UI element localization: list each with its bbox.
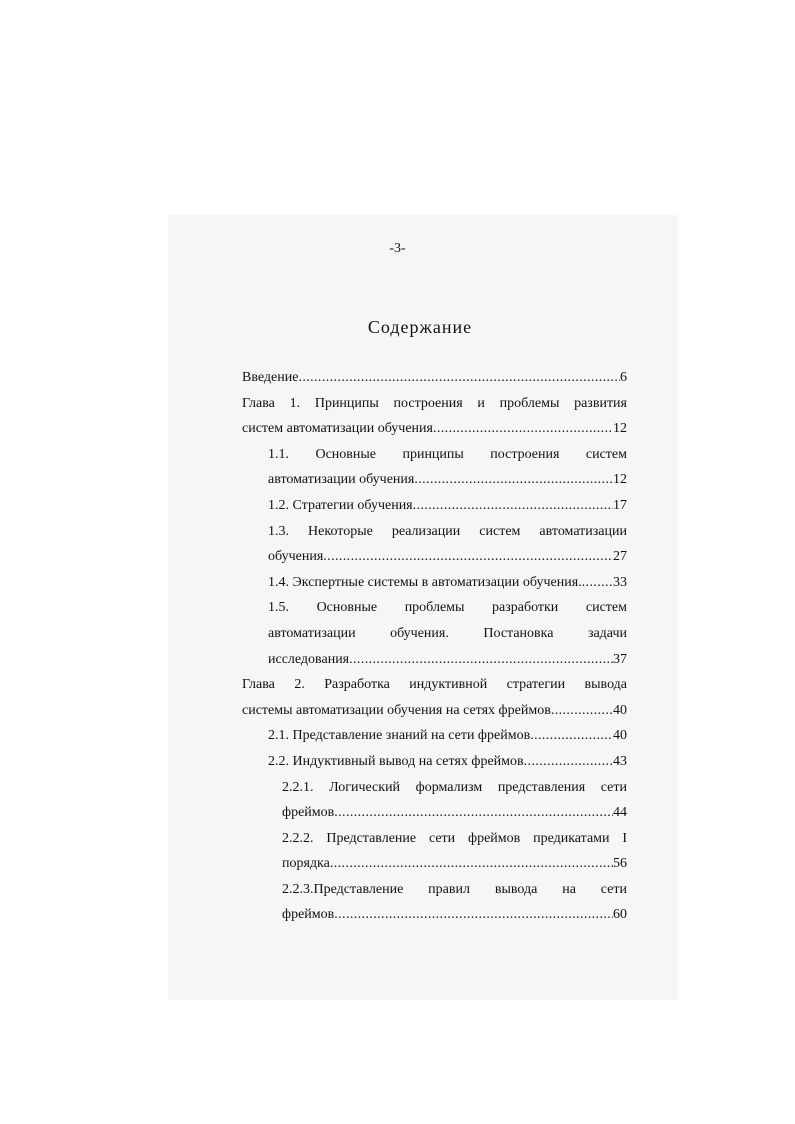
toc-entry-1-3-cont: обучения ..... 27 bbox=[242, 544, 627, 570]
toc-page-number: 12 bbox=[613, 472, 627, 488]
toc-page-number: 60 bbox=[613, 907, 627, 923]
toc-entry-2-2-2: 2.2.2. Представление сети фреймов предикатами I bbox=[282, 830, 627, 846]
toc-entry-chapter-1: Глава 1. Принципы построения и проблемы развития bbox=[242, 395, 627, 411]
toc-page-number: 40 bbox=[613, 728, 627, 744]
toc-entry-chapter-2-cont: системы автоматизации обучения на сетях фреймов ..... 40 bbox=[242, 698, 627, 724]
toc-page-number: 17 bbox=[613, 497, 627, 513]
toc-entry-2-2-2-cont: порядка ..... 56 bbox=[242, 851, 627, 877]
toc-entry-1-2: 1.2. Стратегии обучения ..... 17 bbox=[242, 493, 627, 519]
toc-entry-chapter-1-cont: систем автоматизации обучения ..... 12 bbox=[242, 416, 627, 442]
toc-page-number: 27 bbox=[613, 549, 627, 565]
toc-entry-1-4: 1.4. Экспертные системы в автоматизации обучения. ..... 33 bbox=[242, 570, 627, 596]
toc-entry-1-5-end: исследования ..... 37 bbox=[242, 647, 627, 673]
toc-entry-2-2-3-cont: фреймов ..... 60 bbox=[242, 902, 627, 928]
toc-entry-2-2-3: 2.2.3.Представление правил вывода на сети bbox=[282, 881, 627, 897]
toc-entry-2-2-1: 2.2.1. Логический формализм представления сети bbox=[282, 779, 627, 795]
toc-entry-1-5: 1.5. Основные проблемы разработки систем bbox=[268, 600, 627, 616]
toc-page-number: 44 bbox=[613, 805, 627, 821]
toc-entry-chapter-2: Глава 2. Разработка индуктивной стратегии вывода bbox=[242, 677, 627, 693]
toc-entry-1-1-cont: автоматизации обучения ..... 12 bbox=[242, 467, 627, 493]
toc-entry-1-1: 1.1. Основные принципы построения систем bbox=[268, 446, 627, 462]
toc-entry-2-1: 2.1. Представление знаний на сети фреймов ..... 40 bbox=[242, 723, 627, 749]
toc-page-number: 12 bbox=[613, 421, 627, 437]
toc-page-number: 56 bbox=[613, 856, 627, 872]
toc-entry-2-2-1-cont: фреймов ..... 44 bbox=[242, 800, 627, 826]
toc-entry-2-2: 2.2. Индуктивный вывод на сетях фреймов ..... 43 bbox=[242, 749, 627, 775]
toc-title: Содержание bbox=[367, 317, 473, 337]
toc-page-number: 43 bbox=[613, 753, 627, 769]
toc-page-number: 6 bbox=[620, 370, 627, 385]
toc-entry-introduction: Введение ..... 6 bbox=[242, 365, 627, 391]
page-number: -3- bbox=[389, 241, 406, 256]
table-of-contents bbox=[242, 365, 627, 928]
toc-entry-1-3: 1.3. Некоторые реализации систем автоматизации bbox=[268, 523, 627, 539]
toc-page-number: 40 bbox=[613, 702, 627, 718]
toc-entry-1-5-cont: автоматизации обучения. Постановка задачи bbox=[268, 625, 627, 641]
toc-page-number: 37 bbox=[613, 651, 627, 667]
toc-page-number: 33 bbox=[613, 574, 627, 590]
